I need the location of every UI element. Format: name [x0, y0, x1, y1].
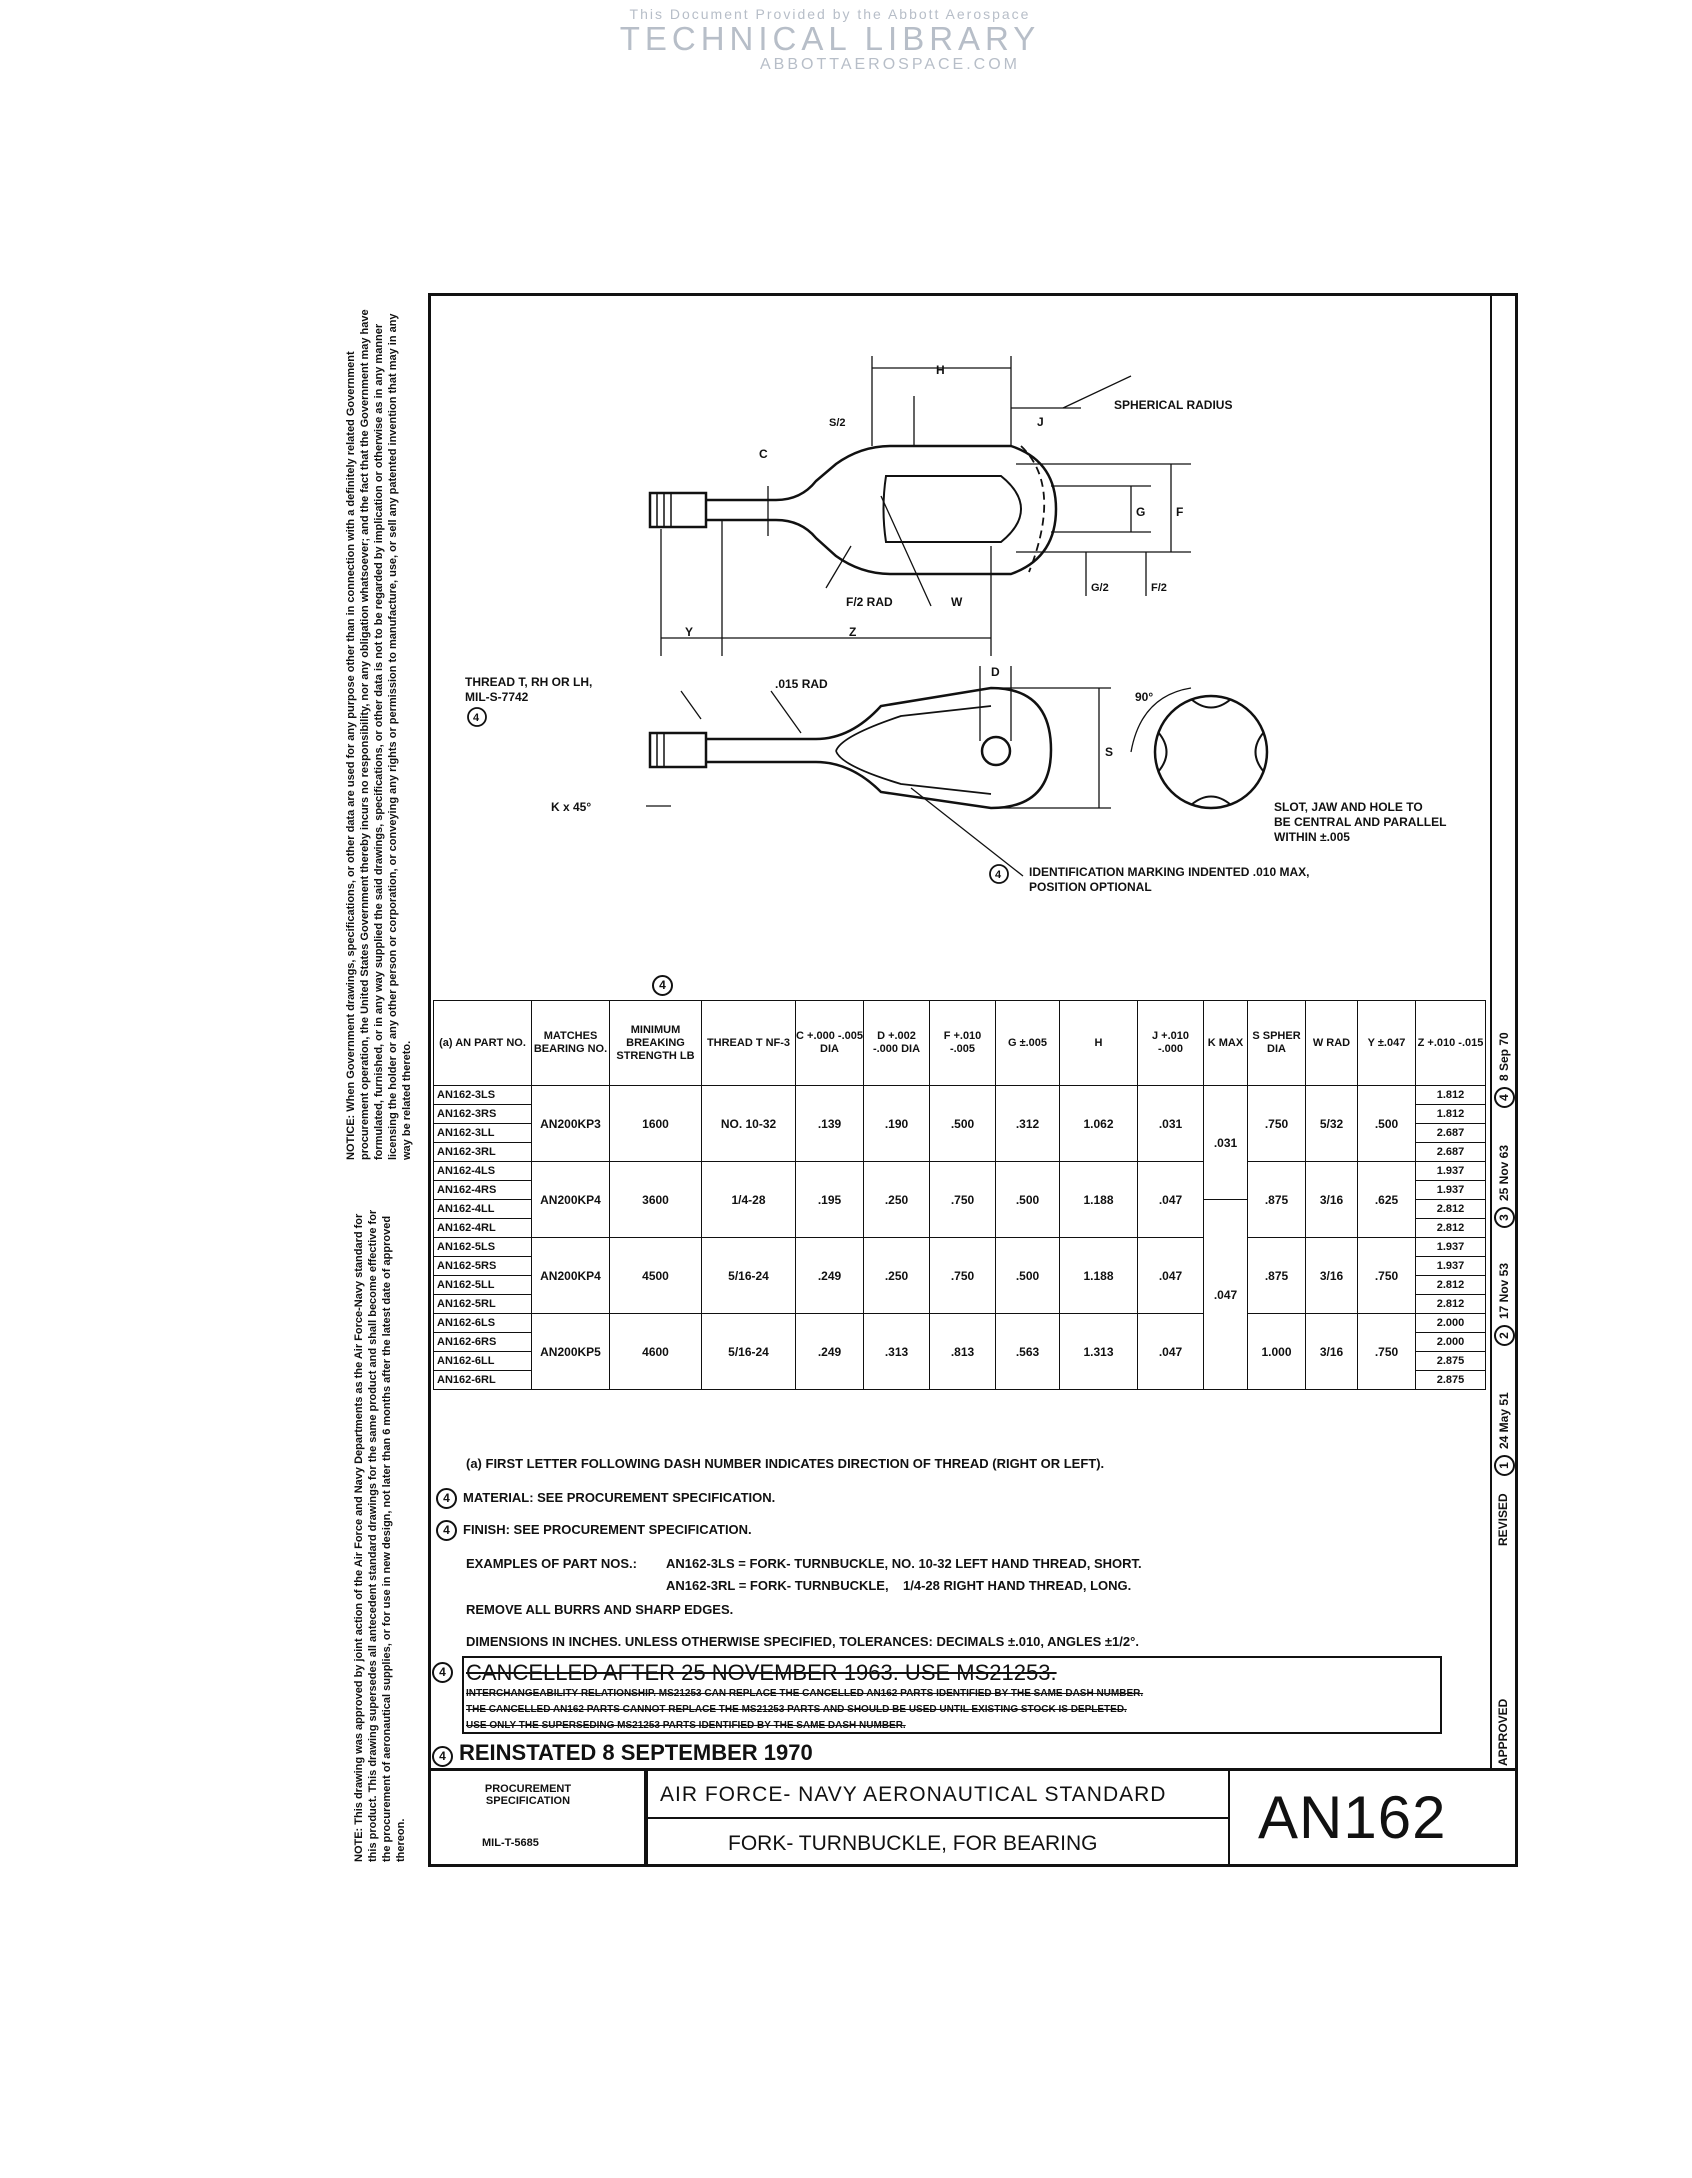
note-example-2: AN162-3RL = FORK- TURNBUCKLE, 1/4-28 RIGHT HAND THREAD, LONG.: [666, 1578, 1132, 1593]
z-value: 2.875: [1416, 1371, 1486, 1390]
label-f: F: [1176, 505, 1184, 519]
thread: 1/4-28: [702, 1162, 796, 1238]
c-value: .139: [796, 1086, 864, 1162]
s-value: .875: [1248, 1238, 1306, 1314]
note-burrs: REMOVE ALL BURRS AND SHARP EDGES.: [466, 1602, 734, 1617]
z-value: 1.937: [1416, 1238, 1486, 1257]
standard-number: AN162: [1258, 1784, 1447, 1851]
k-value: .047: [1204, 1200, 1248, 1390]
d-value: .250: [864, 1162, 930, 1238]
col-h: H: [1060, 1001, 1138, 1086]
d-value: .250: [864, 1238, 930, 1314]
col-strength: MINIMUM BREAKING STRENGTH LB: [610, 1001, 702, 1086]
note-material-text: MATERIAL: SEE PROCUREMENT SPECIFICATION.: [463, 1490, 776, 1505]
col-d: D +.002 -.000 DIA: [864, 1001, 930, 1086]
part-no: AN162-4LS: [434, 1162, 532, 1181]
number-cell: [1228, 1771, 1512, 1867]
side-thread: [650, 733, 706, 767]
strength-rev-marker: [652, 975, 679, 996]
j-value: .047: [1138, 1162, 1204, 1238]
procurement-value: MIL-T-5685: [482, 1837, 539, 1849]
reinstated-rev-number: 4: [432, 1746, 453, 1767]
revised-label: REVISED: [1496, 1493, 1510, 1546]
id-rev-number: 4: [995, 869, 1002, 881]
top-slot: [884, 476, 1022, 542]
table-row: [434, 1238, 1486, 1257]
bearing-no: AN200KP3: [532, 1086, 610, 1162]
side-note-text: NOTE: This drawing was approved by joint action of the Air Force and Navy Departments as the Air Force-Navy standard for this product. This drawing supersedes all antecedent standard drawings for the same product and shall become effective for the procurement of aeronautical supplies, or for use in new design, not later than 6 months after the latest date of approved thereon.: [353, 1209, 407, 1862]
cancellation-block: [462, 1656, 1442, 1734]
label-f-over-2-rad: F/2 RAD: [846, 595, 893, 609]
sphere-section: [1155, 696, 1267, 808]
revision-2: [1494, 1263, 1515, 1346]
part-no: AN162-5LS: [434, 1238, 532, 1257]
interchange-line-1: INTERCHANGEABILITY RELATIONSHIP. MS21253 CAN REPLACE THE CANCELLED AN162 PARTS IDENTIFIED BY THE SAME DASH NUMBER.: [466, 1688, 1144, 1699]
z-value: 1.812: [1416, 1086, 1486, 1105]
c-value: .249: [796, 1238, 864, 1314]
y-value: .750: [1358, 1314, 1416, 1390]
cancel-rev-number: 4: [432, 1662, 453, 1683]
revision-1: [1494, 1392, 1515, 1476]
w-value: 3/16: [1306, 1162, 1358, 1238]
table-row: [434, 1162, 1486, 1181]
label-k-45: K x 45°: [551, 800, 592, 814]
col-w: W RAD: [1306, 1001, 1358, 1086]
title-block: [428, 1768, 1518, 1870]
top-dimensions: [661, 356, 1191, 656]
side-labels: [465, 665, 1446, 894]
part-no: AN162-6LL: [434, 1352, 532, 1371]
part-no: AN162-4RS: [434, 1181, 532, 1200]
library-url: ABBOTTAEROSPACE.COM: [760, 56, 1020, 73]
label-015-rad: .015 RAD: [775, 677, 828, 691]
side-hole: [982, 737, 1010, 765]
revision-strip: [1490, 296, 1518, 1770]
z-value: 2.812: [1416, 1200, 1486, 1219]
col-j: J +.010 -.000: [1138, 1001, 1204, 1086]
s-value: .750: [1248, 1086, 1306, 1162]
thread: 5/16-24: [702, 1314, 796, 1390]
label-h: H: [936, 363, 945, 377]
note-example-1: AN162-3LS = FORK- TURNBUCKLE, NO. 10-32 LEFT HAND THREAD, SHORT.: [666, 1556, 1142, 1571]
col-y: Y ±.047: [1358, 1001, 1416, 1086]
w-value: 5/32: [1306, 1086, 1358, 1162]
strength: 4600: [610, 1314, 702, 1390]
note-finish: [436, 1520, 752, 1541]
z-value: 1.937: [1416, 1162, 1486, 1181]
revision-3: [1494, 1145, 1515, 1228]
reinstated-notice: [432, 1740, 813, 1767]
revision-1-date: 24 May 51: [1497, 1392, 1511, 1449]
note-dims: DIMENSIONS IN INCHES. UNLESS OTHERWISE SPECIFIED, TOLERANCES: DECIMALS ±.010, ANGLES ±1/2°.: [466, 1634, 1139, 1649]
y-value: .750: [1358, 1238, 1416, 1314]
h-value: 1.313: [1060, 1314, 1138, 1390]
item-title: FORK- TURNBUCKLE, FOR BEARING: [728, 1832, 1098, 1855]
label-z: Z: [849, 625, 857, 639]
z-value: 2.687: [1416, 1143, 1486, 1162]
j-value: .047: [1138, 1238, 1204, 1314]
label-g-over-2: G/2: [1091, 582, 1109, 594]
col-f: F +.010 -.005: [930, 1001, 996, 1086]
side-notice-text: NOTICE: When Government drawings, specifications, or other data are used for any purpose other than in connection with a definitely related Government procurement operation, the United States Government thereby incurs no responsibility, nor any obligation whatsoever; and the fact that the Government may have formulated, furnished, or in any way supplied the said drawings, specifications, or other data is not to be regarded by implication or otherwise as in any manner licensing the holder or any other person or corporation, or conveying any rights or permission to manufacture, use, or sell any patented invention that may in any way be related thereto.: [345, 309, 413, 1160]
col-part-no: (a) AN PART NO.: [434, 1001, 532, 1086]
h-value: 1.188: [1060, 1238, 1138, 1314]
note-finish-text: FINISH: SEE PROCUREMENT SPECIFICATION.: [463, 1522, 752, 1537]
z-value: 2.812: [1416, 1276, 1486, 1295]
side-dimensions: [646, 666, 1191, 876]
standard-title: AIR FORCE- NAVY AERONAUTICAL STANDARD: [660, 1783, 1167, 1806]
col-s: S SPHER DIA: [1248, 1001, 1306, 1086]
library-header: [560, 6, 1100, 74]
library-provided-by: This Document Provided by the Abbott Aerospace: [629, 6, 1031, 22]
f-value: .813: [930, 1314, 996, 1390]
h-value: 1.188: [1060, 1162, 1138, 1238]
table-row: [434, 1314, 1486, 1333]
slot-note-1: SLOT, JAW AND HOLE TO: [1274, 800, 1423, 814]
id-marking-note-1: IDENTIFICATION MARKING INDENTED .010 MAX,: [1029, 865, 1310, 879]
label-f-over-2: F/2: [1151, 582, 1167, 594]
col-bearing: MATCHES BEARING NO.: [532, 1001, 610, 1086]
bearing-no: AN200KP4: [532, 1238, 610, 1314]
j-value: .031: [1138, 1086, 1204, 1162]
material-rev-number: 4: [436, 1488, 457, 1509]
thread: 5/16-24: [702, 1238, 796, 1314]
label-s-over-2: S/2: [829, 417, 846, 429]
label-d: D: [991, 665, 1000, 679]
part-no: AN162-3RL: [434, 1143, 532, 1162]
f-value: .750: [930, 1162, 996, 1238]
label-s: S: [1105, 745, 1114, 759]
revision-3-date: 25 Nov 63: [1497, 1144, 1511, 1201]
top-view: [650, 446, 1056, 574]
revision-4: [1494, 1032, 1515, 1108]
standard-cell: [646, 1771, 1230, 1819]
side-view: [650, 688, 1267, 808]
note-examples-label: EXAMPLES OF PART NOS.:: [466, 1556, 637, 1571]
d-value: .313: [864, 1314, 930, 1390]
strength-rev-number: 4: [652, 975, 673, 996]
part-no: AN162-5LL: [434, 1276, 532, 1295]
side-body: [706, 688, 1051, 808]
revision-2-number: 2: [1494, 1325, 1515, 1346]
z-value: 1.937: [1416, 1181, 1486, 1200]
id-marking-note-2: POSITION OPTIONAL: [1029, 880, 1152, 894]
thread-rev-number: 4: [473, 712, 480, 724]
g-value: .312: [996, 1086, 1060, 1162]
j-value: .047: [1138, 1314, 1204, 1390]
top-thread: [650, 493, 706, 527]
z-value: 2.000: [1416, 1314, 1486, 1333]
side-note: [352, 1202, 408, 1862]
item-title-cell: [646, 1817, 1230, 1867]
bearing-no: AN200KP4: [532, 1162, 610, 1238]
revision-3-number: 3: [1494, 1207, 1515, 1228]
col-thread: THREAD T NF-3: [702, 1001, 796, 1086]
interchange-line-3: USE ONLY THE SUPERSEDING MS21253 PARTS IDENTIFIED BY THE SAME DASH NUMBER.: [466, 1720, 906, 1731]
id-rev-marker: [990, 865, 1008, 883]
part-no: AN162-6LS: [434, 1314, 532, 1333]
strength: 1600: [610, 1086, 702, 1162]
technical-drawing: [431, 296, 1487, 996]
table-header-row: [434, 1001, 1486, 1086]
part-no: AN162-6RS: [434, 1333, 532, 1352]
z-value: 1.812: [1416, 1105, 1486, 1124]
label-spherical-radius: SPHERICAL RADIUS: [1114, 398, 1233, 412]
f-value: .750: [930, 1238, 996, 1314]
z-value: 2.812: [1416, 1219, 1486, 1238]
f-value: .500: [930, 1086, 996, 1162]
thread: NO. 10-32: [702, 1086, 796, 1162]
revision-4-date: 8 Sep 70: [1497, 1032, 1511, 1081]
revision-2-date: 17 Nov 53: [1497, 1262, 1511, 1319]
bearing-no: AN200KP5: [532, 1314, 610, 1390]
side-notice: [344, 300, 414, 1160]
c-value: .249: [796, 1314, 864, 1390]
s-value: 1.000: [1248, 1314, 1306, 1390]
label-thread: THREAD T, RH OR LH,: [465, 675, 593, 689]
interchange-line-2: THE CANCELLED AN162 PARTS CANNOT REPLACE THE MS21253 PARTS AND SHOULD BE USED UNTIL EXISTING STOCK IS DEPLETED.: [466, 1704, 1127, 1715]
reinstated-text: REINSTATED 8 SEPTEMBER 1970: [459, 1740, 813, 1765]
procurement-cell: [428, 1771, 646, 1867]
d-value: .190: [864, 1086, 930, 1162]
revision-1-number: 1: [1494, 1455, 1515, 1476]
z-value: 2.812: [1416, 1295, 1486, 1314]
part-no: AN162-3RS: [434, 1105, 532, 1124]
part-no: AN162-4LL: [434, 1200, 532, 1219]
g-value: .500: [996, 1238, 1060, 1314]
slot-note-2: BE CENTRAL AND PARALLEL: [1274, 815, 1447, 829]
note-material: [436, 1488, 775, 1509]
col-g: G ±.005: [996, 1001, 1060, 1086]
z-value: 2.687: [1416, 1124, 1486, 1143]
label-w: W: [951, 595, 963, 609]
z-value: 2.000: [1416, 1333, 1486, 1352]
revision-4-number: 4: [1494, 1087, 1515, 1108]
part-no: AN162-3LL: [434, 1124, 532, 1143]
g-value: .563: [996, 1314, 1060, 1390]
y-value: .625: [1358, 1162, 1416, 1238]
h-value: 1.062: [1060, 1086, 1138, 1162]
top-body: [706, 446, 1056, 574]
col-k: K MAX: [1204, 1001, 1248, 1086]
k-value: .031: [1204, 1086, 1248, 1200]
thread-rev-marker: [468, 708, 486, 726]
strength: 3600: [610, 1162, 702, 1238]
z-value: 1.937: [1416, 1257, 1486, 1276]
col-c: C +.000 -.005 DIA: [796, 1001, 864, 1086]
part-no: AN162-6RL: [434, 1371, 532, 1390]
g-value: .500: [996, 1162, 1060, 1238]
finish-rev-number: 4: [436, 1520, 457, 1541]
label-j: J: [1037, 415, 1044, 429]
y-value: .500: [1358, 1086, 1416, 1162]
approved-label: APPROVED: [1496, 1698, 1510, 1766]
col-z: Z +.010 -.015: [1416, 1001, 1486, 1086]
note-a: (a) FIRST LETTER FOLLOWING DASH NUMBER INDICATES DIRECTION OF THREAD (RIGHT OR LEFT).: [466, 1456, 1105, 1471]
slot-note-3: WITHIN ±.005: [1274, 830, 1350, 844]
part-no: AN162-4RL: [434, 1219, 532, 1238]
c-value: .195: [796, 1162, 864, 1238]
dimensions-table: [433, 1000, 1486, 1390]
label-y: Y: [685, 625, 694, 639]
label-90-deg: 90°: [1135, 690, 1154, 704]
label-g: G: [1136, 505, 1146, 519]
cancelled-notice: CANCELLED AFTER 25 NOVEMBER 1963. USE MS21253.: [466, 1660, 1057, 1685]
table-row: [434, 1086, 1486, 1105]
part-no: AN162-3LS: [434, 1086, 532, 1105]
library-title: TECHNICAL LIBRARY: [619, 20, 1041, 57]
w-value: 3/16: [1306, 1314, 1358, 1390]
z-value: 2.875: [1416, 1352, 1486, 1371]
w-value: 3/16: [1306, 1238, 1358, 1314]
part-no: AN162-5RS: [434, 1257, 532, 1276]
label-c: C: [759, 447, 768, 461]
s-value: .875: [1248, 1162, 1306, 1238]
strength: 4500: [610, 1238, 702, 1314]
label-thread-spec: MIL-S-7742: [465, 690, 529, 704]
cancel-rev-marker: [432, 1662, 459, 1683]
procurement-label: PROCUREMENT SPECIFICATION: [484, 1783, 572, 1807]
part-no: AN162-5RL: [434, 1295, 532, 1314]
